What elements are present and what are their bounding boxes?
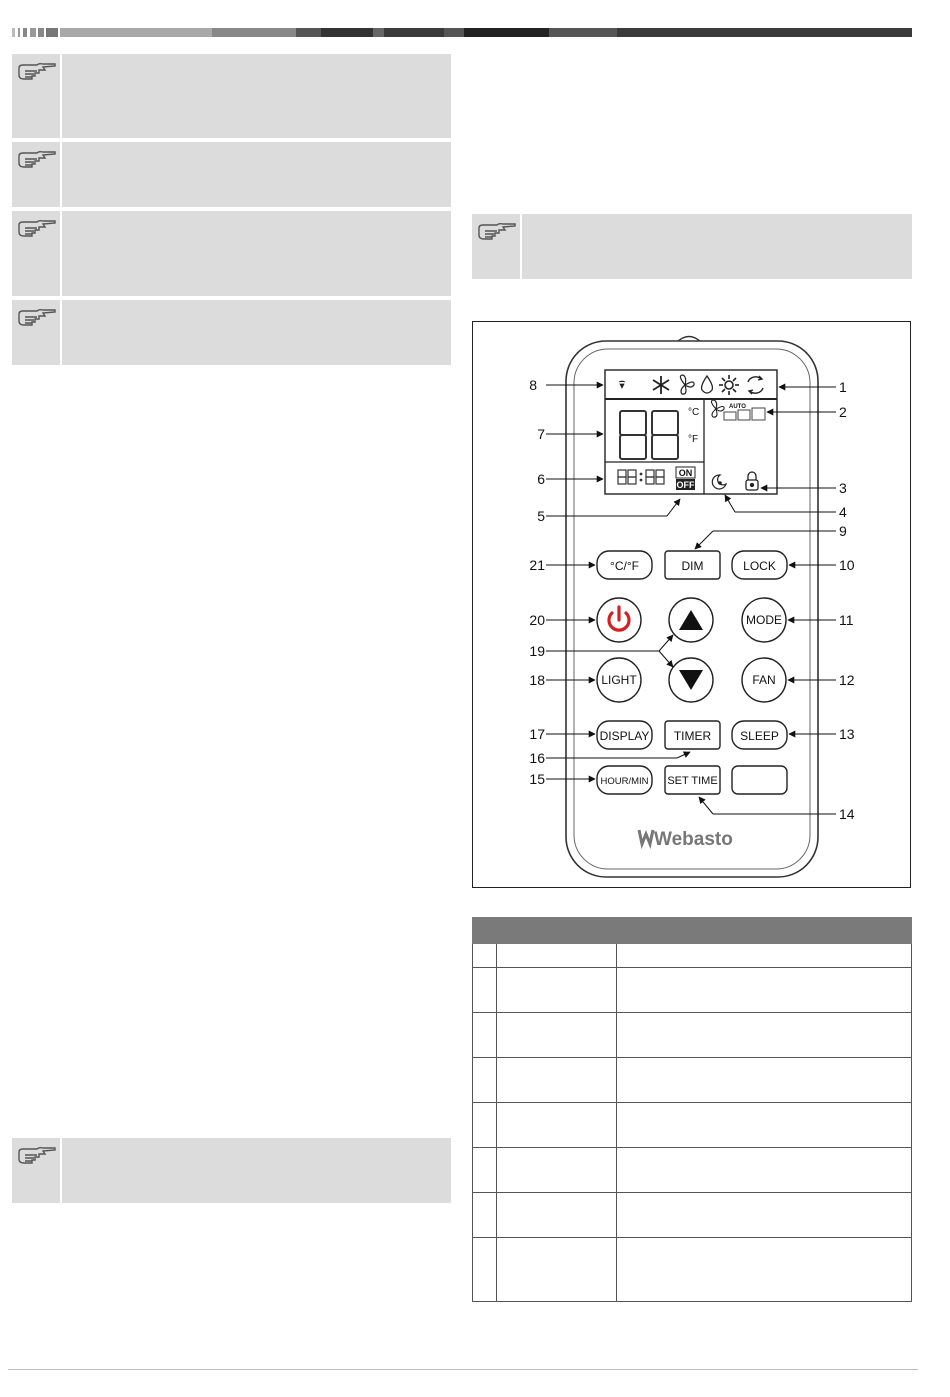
- callout-3: 3: [839, 480, 847, 496]
- callout-1: 1: [839, 379, 847, 395]
- temperature-up-button[interactable]: [669, 598, 713, 642]
- callout-8: 8: [529, 377, 537, 393]
- mode-button[interactable]: [742, 598, 786, 642]
- svg-text:TIMER: TIMER: [673, 729, 712, 743]
- callout-2: 2: [839, 404, 847, 420]
- table-header-cell: [473, 918, 617, 944]
- pointing-hand-icon: [12, 1138, 62, 1203]
- pointing-hand-icon: [12, 54, 62, 138]
- callout-18: 18: [529, 672, 545, 688]
- remote-control-figure: [472, 321, 911, 888]
- table-row: [473, 968, 912, 1013]
- note-box-3: [12, 211, 451, 296]
- callout-17: 17: [529, 726, 545, 742]
- callout-16: 16: [529, 750, 545, 766]
- hour-min-button[interactable]: [597, 766, 652, 794]
- callout-9: 9: [839, 523, 847, 539]
- callout-14: 14: [839, 806, 855, 822]
- svg-text:Webasto: Webasto: [654, 829, 733, 850]
- table-header-row: [473, 918, 912, 944]
- timer-off-label: OFF: [676, 480, 695, 490]
- pointing-hand-icon: [12, 142, 62, 207]
- callout-19: 19: [529, 643, 545, 659]
- callout-20: 20: [529, 612, 545, 628]
- note-box-6: [472, 214, 912, 279]
- temperature-down-button[interactable]: [669, 658, 713, 702]
- note-box-4: [12, 300, 451, 365]
- footer-rule: [8, 1369, 918, 1370]
- note-box-2: [12, 142, 451, 207]
- callout-6: 6: [537, 471, 545, 487]
- table-row: [473, 1193, 912, 1238]
- table-row: [473, 1148, 912, 1193]
- callout-10: 10: [839, 557, 855, 573]
- callout-5: 5: [537, 508, 545, 524]
- table-row: [473, 1103, 912, 1148]
- table-row: [473, 1238, 912, 1302]
- table-row: [473, 1058, 912, 1103]
- dim-button[interactable]: [665, 551, 720, 579]
- fahrenheit-label: °F: [688, 434, 699, 445]
- callout-21: 21: [529, 557, 545, 573]
- callout-12: 12: [839, 672, 855, 688]
- svg-text:FAN: FAN: [752, 673, 776, 687]
- callout-15: 15: [529, 771, 545, 787]
- pointing-hand-icon: [12, 211, 62, 296]
- svg-text:DIM: DIM: [681, 559, 704, 573]
- power-button[interactable]: [597, 598, 641, 642]
- webasto-logo: [639, 829, 733, 850]
- table-row: [473, 944, 912, 968]
- remote-control-illustration: [473, 322, 912, 889]
- description-table: [472, 917, 912, 1302]
- svg-text:LOCK: LOCK: [743, 559, 776, 573]
- svg-text:LIGHT: LIGHT: [601, 673, 637, 687]
- svg-text:SET TIME: SET TIME: [667, 775, 718, 787]
- lock-button[interactable]: [732, 551, 787, 579]
- svg-text:DISPLAY: DISPLAY: [599, 729, 650, 743]
- light-button[interactable]: [597, 658, 641, 702]
- display-button[interactable]: [597, 721, 652, 749]
- set-time-button[interactable]: [665, 766, 720, 794]
- callout-11: 11: [839, 612, 854, 628]
- svg-text:MODE: MODE: [746, 613, 782, 627]
- svg-text:HOUR/MIN: HOUR/MIN: [600, 776, 649, 787]
- note-box-1: [12, 54, 451, 138]
- fan-button[interactable]: [742, 658, 786, 702]
- callout-13: 13: [839, 726, 855, 742]
- sleep-button[interactable]: [732, 721, 787, 749]
- blank-button[interactable]: [732, 766, 787, 794]
- callout-4: 4: [839, 504, 847, 520]
- pointing-hand-icon: [472, 214, 522, 279]
- table-row: [473, 1013, 912, 1058]
- header-bar: [12, 28, 912, 37]
- table-header-cell: [617, 918, 912, 944]
- timer-button[interactable]: [665, 721, 720, 749]
- celsius-label: °C: [688, 407, 700, 418]
- note-box-5: [12, 1138, 451, 1203]
- callout-7: 7: [537, 426, 545, 442]
- timer-on-label: ON: [678, 468, 693, 478]
- fan-auto-label: AUTO: [729, 404, 746, 410]
- pointing-hand-icon: [12, 300, 62, 365]
- svg-text:°C/°F: °C/°F: [610, 559, 639, 573]
- c-f-button[interactable]: [597, 551, 652, 579]
- svg-text:SLEEP: SLEEP: [740, 729, 779, 743]
